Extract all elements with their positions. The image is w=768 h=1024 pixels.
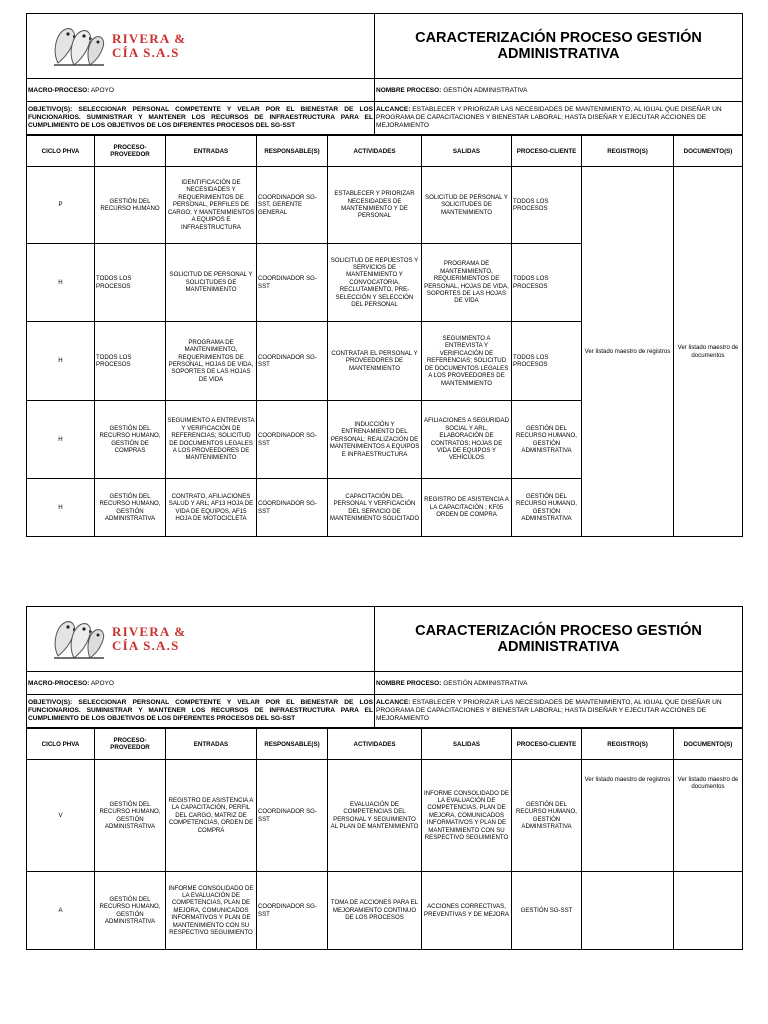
entradas-cell: PROGRAMA DE MANTENIMIENTO, REQUERIMIENTOS DE PERSONAL, HOJAS DE VIDA, SOPORTES DE LAS HOJAS DE VIDA [166,322,257,401]
proveedor-cell: GESTIÓN DEL RECURSO HUMANO, GESTIÓN ADMINISTRATIVA [95,872,166,950]
entradas-cell: REGISTRO DE ASISTENCIA A LA CAPACITACIÓN, PERFIL DEL CARGO, MATRIZ DE COMPETENCIAS, ORDEN DE COMPRA [166,760,257,872]
col-salidas: SALIDAS [422,136,512,167]
logo-text-line2: CÍA S.A.S [112,45,180,60]
actividades-cell: TOMA DE ACCIONES PARA EL MEJORAMIENTO CONTINUO DE LOS PROCESOS [328,872,422,950]
col-responsable: RESPONSABLE(S) [257,136,328,167]
col-ciclo: CICLO PHVA [27,136,95,167]
header-table [26,13,743,135]
table-row [27,760,743,872]
scope-cell: ALCANCE: ESTABLECER Y PRIORIZAR LAS NECESIDADES DE MANTENIMIENTO, AL IGUAL QUE DISEÑAR UN PROGRAMA DE CAPACITACIONES Y BIENESTAR LABORAL; HASTA DISEÑAR Y EJECUTAR ACCIONES DE MEJORAMIENTO [375,695,743,728]
company-logo [28,607,373,671]
proveedor-cell: GESTIÓN DEL RECURSO HUMANO [95,167,166,244]
ciclo-cell: A [27,872,95,950]
cliente-cell: GESTIÓN DEL RECURSO HUMANO, GESTIÓN ADMINISTRATIVA [512,401,582,479]
salidas-cell: REGISTRO DE ASISTENCIA A LA CAPACITACIÓN ; KF05 ORDEN DE COMPRA [422,479,512,537]
proveedor-cell: GESTIÓN DEL RECURSO HUMANO, GESTIÓN ADMINISTRATIVA [95,479,166,537]
document-title: CARACTERIZACIÓN PROCESO GESTIÓN ADMINISTRATIVA [375,14,743,79]
salidas-cell: ACCIONES CORRECTIVAS, PREVENTIVAS Y DE MEJORA [422,872,512,950]
process-name-cell: NOMBRE PROCESO: GESTIÓN ADMINISTRATIVA [375,672,743,695]
responsable-cell: COORDINADOR SG-SST [257,322,328,401]
documentos-empty-cell [674,872,743,950]
ciclo-cell: H [27,244,95,322]
proveedor-cell: GESTIÓN DEL RECURSO HUMANO, GESTIÓN ADMINISTRATIVA [95,760,166,872]
proveedor-cell: GESTIÓN DEL RECURSO HUMANO, GESTIÓN DE COMPRAS [95,401,166,479]
document-page-1 [26,13,742,537]
objective-text: OBJETIVO(S): SELECCIONAR PERSONAL COMPETENTE Y VELAR POR EL BIENESTAR DE LOS FUNCIONARIOS. SUMINISTRAR Y MANTENER LOS RECURSOS DE INFRAESTRUCTURA PARA EL CUMPLIMIENTO DE LOS OBJETIVOS DE LOS DIFERENTES PROCESOS DEL SG-SST [27,102,375,135]
ciclo-cell: H [27,401,95,479]
document-page-2 [26,606,742,950]
cliente-cell: TODOS LOS PROCESOS [512,167,582,244]
cliente-cell: GESTIÓN DEL RECURSO HUMANO, GESTIÓN ADMINISTRATIVA [512,760,582,872]
macro-process-cell: MACRO-PROCESO: APOYO [27,672,375,695]
col-responsable: RESPONSABLE(S) [257,729,328,760]
cliente-cell: GESTIÓN SG-SST [512,872,582,950]
registros-cell: Ver listado maestro de registros [582,760,674,872]
col-proveedor: PROCESO-PROVEEDOR [95,136,166,167]
entradas-cell: SOLICITUD DE PERSONAL Y SOLICITUDES DE MANTENIMIENTO [166,244,257,322]
col-entradas: ENTRADAS [166,136,257,167]
ciclo-cell: P [27,167,95,244]
cliente-cell: TODOS LOS PROCESOS [512,244,582,322]
objective-text: OBJETIVO(S): SELECCIONAR PERSONAL COMPETENTE Y VELAR POR EL BIENESTAR DE LOS FUNCIONARIOS. SUMINISTRAR Y MANTENER LOS RECURSOS DE INFRAESTRUCTURA PARA EL CUMPLIMIENTO DE LOS OBJETIVOS DE LOS DIFERENTES PROCESOS DEL SG-SST [27,695,375,728]
table-row [27,167,743,244]
actividades-cell: INDUCCIÓN Y ENTRENAMIENTO DEL PERSONAL; REALIZACIÓN DE MANTENIMIENTOS A EQUIPOS E INFRAESTRUCTURA [328,401,422,479]
documentos-cell: Ver listado maestro de documentos [674,167,743,537]
company-logo [28,14,373,78]
actividades-cell: CONTRATAR EL PERSONAL Y PROVEEDORES DE MANTENIMIENTO [328,322,422,401]
entradas-cell: SEGUIMIENTO A ENTREVISTA Y VERIFICACIÓN DE REFERENCIAS; SOLICITUD DE DOCUMENTOS LEGALES A LOS PROVEEDORES DE MANTENIMIENTO [166,401,257,479]
col-salidas: SALIDAS [422,729,512,760]
registros-empty-cell [582,872,674,950]
ciclo-cell: H [27,322,95,401]
salidas-cell: AFILIACIONES A SEGURIDAD SOCIAL Y ARL, ELABORACIÓN DE CONTRATOS; HOJAS DE VIDA DE EQUIPOS Y VEHÍCULOS [422,401,512,479]
salidas-cell: INFORME CONSOLIDADO DE LA EVALUACIÓN DE COMPETENCIAS, PLAN DE MEJORA, COMUNICADOS INFORMATIVOS Y PLAN DE MANTENIMIENTO CON SU RESPECTIVO SEGUIMIENTO [422,760,512,872]
logo-cell [27,14,375,79]
col-ciclo: CICLO PHVA [27,729,95,760]
actividades-cell: CAPACITACIÓN DEL PERSONAL Y VERFICACIÓN DEL SERVICIO DE MANTENIMIENTO SOLICITADO [328,479,422,537]
responsable-cell: COORDINADOR SG-SST [257,479,328,537]
col-documentos: DOCUMENTO(S) [674,136,743,167]
responsable-cell: COORDINADOR SG-SST [257,760,328,872]
entradas-cell: IDENTIFICACIÓN DE NECESIDADES Y REQUERIMIENTOS DE PERSONAL, PERFILES DE CARGO; Y MANTENIMIENTOS A EQUIPOS E INFRAESTRUCTURA [166,167,257,244]
responsable-cell: COORDINADOR SG-SST [257,872,328,950]
col-cliente: PROCESO-CLIENTE [512,729,582,760]
salidas-cell: PROGRAMA DE MANTENIMIENTO, REQUERIMIENTOS DE PERSONAL, HOJAS DE VIDA, SOPORTES DE LAS HOJAS DE VIDA [422,244,512,322]
col-registros: REGISTRO(S) [582,136,674,167]
actividades-cell: EVALUACIÓN DE COMPETENCIAS DEL PERSONAL Y SEGUIMIENTO AL PLAN DE MANTENIMIENTO [328,760,422,872]
proveedor-cell: TODOS LOS PROCESOS [95,322,166,401]
col-actividades: ACTIVIDADES [328,136,422,167]
col-proveedor: PROCESO-PROVEEDOR [95,729,166,760]
actividades-cell: ESTABLECER Y PRIORIZAR NECESIDADES DE MANTENIMIENTO Y DE PERSONAL [328,167,422,244]
documentos-cell: Ver listado maestro de documentos [674,760,743,872]
cliente-cell: TODOS LOS PROCESOS [512,322,582,401]
column-headers [27,136,743,167]
ciclo-cell: H [27,479,95,537]
entradas-cell: INFORME CONSOLIDADO DE LA EVALUACIÓN DE COMPETENCIAS, PLAN DE MEJORA, COMUNICADOS INFORMATIVOS Y PLAN DE MANTENIMIENTO CON SU RESPECTIVO SEGUIMIENTO [166,872,257,950]
col-cliente: PROCESO-CLIENTE [512,136,582,167]
logo-text-line2: CÍA S.A.S [112,638,180,653]
actividades-cell: SOLICITUD DE REPUESTOS Y SERVICIOS DE MANTENIMIENTO Y CONVOCATORIA, RECLUTAMIENTO, PRE-SELECCIÓN Y SELECCIÓN DEL PERSONAL [328,244,422,322]
scope-cell: ALCANCE: ESTABLECER Y PRIORIZAR LAS NECESIDADES DE MANTENIMIENTO, AL IGUAL QUE DISEÑAR UN PROGRAMA DE CAPACITACIONES Y BIENESTAR LABORAL; HASTA DISEÑAR Y EJECUTAR ACCIONES DE MEJORAMIENTO [375,102,743,135]
macro-process-cell: MACRO-PROCESO: APOYO [27,79,375,102]
parrots-logo-icon [50,23,108,69]
proveedor-cell: TODOS LOS PROCESOS [95,244,166,322]
col-documentos: DOCUMENTO(S) [674,729,743,760]
salidas-cell: SEGUIMIENTO A ENTREVISTA Y VERIFICACIÓN DE REFERENCIAS; SOLICITUD DE DOCUMENTOS LEGALES A LOS PROVEEDORES DE MANTENIMIENTO [422,322,512,401]
table-row [27,872,743,950]
cliente-cell: GESTIÓN DEL RECURSO HUMANO, GESTIÓN ADMINISTRATIVA [512,479,582,537]
characterization-table [26,135,743,537]
col-registros: REGISTRO(S) [582,729,674,760]
responsable-cell: COORDINADOR SG-SST, GERENTE GENERAL [257,167,328,244]
entradas-cell: CONTRATO, AFILIACIONES SALUD Y ARL; AF13 HOJA DE VIDA DE EQUIPOS, AF15 HOJA DE MOTOCICLETA [166,479,257,537]
logo-text-line1: RIVERA & [112,624,187,639]
characterization-table [26,728,743,950]
responsable-cell: COORDINADOR SG-SST [257,244,328,322]
logo-text-line1: RIVERA & [112,31,187,46]
process-name-cell: NOMBRE PROCESO: GESTIÓN ADMINISTRATIVA [375,79,743,102]
logo-cell [27,607,375,672]
column-headers [27,729,743,760]
salidas-cell: SOLICITUD DE PERSONAL Y SOLICITUDES DE MANTENIMIENTO [422,167,512,244]
col-entradas: ENTRADAS [166,729,257,760]
ciclo-cell: V [27,760,95,872]
parrots-logo-icon [50,616,108,662]
col-actividades: ACTIVIDADES [328,729,422,760]
responsable-cell: COORDINADOR SG-SST [257,401,328,479]
registros-cell: Ver listado maestro de registros [582,167,674,537]
document-title: CARACTERIZACIÓN PROCESO GESTIÓN ADMINISTRATIVA [375,607,743,672]
header-table [26,606,743,728]
